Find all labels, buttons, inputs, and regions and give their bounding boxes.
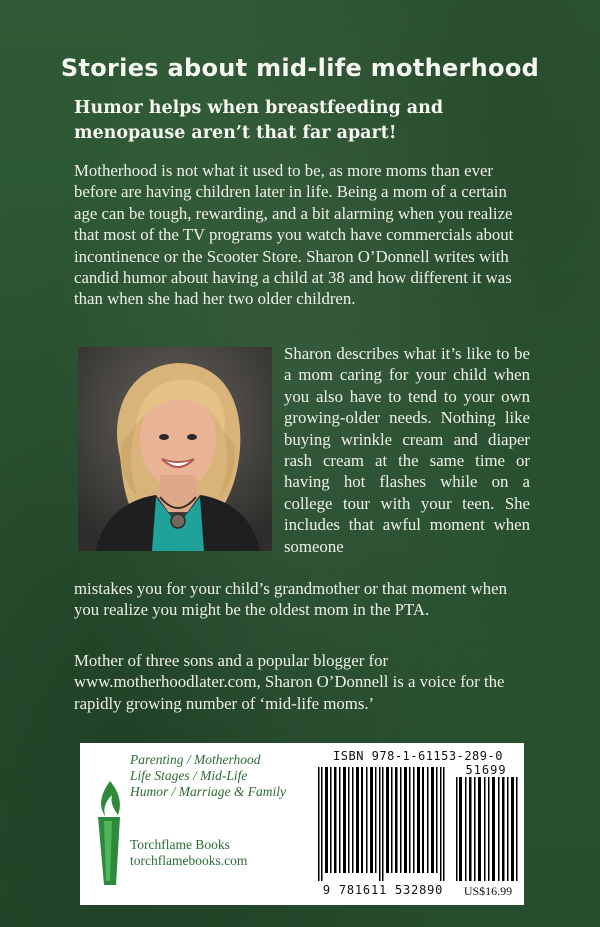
ean-barcode-icon [316, 767, 446, 881]
barcode-digits: 9 781611 532890 [310, 883, 456, 897]
author-bio-paragraph: Mother of three sons and a popular blogger for www.motherhoodlater.com, Sharon O’Donnell is a voice for the rapidly growing number of ‘mid-life moms.’ [74, 651, 505, 713]
category-list [130, 752, 320, 800]
publisher-barcode-panel [80, 743, 524, 905]
author-photo [78, 347, 272, 551]
category-3: Humor / Marriage & Family [130, 784, 286, 799]
description-paragraph-2: Sharon describes what it’s like to be a mom caring for your child when you also have to tend to your own growing-older needs. Nothing like buying wrinkle cream and diaper rash cream at the same time or having hot flashes while on a college tour with your teen. She includes that awful moment when someone [284, 344, 530, 556]
description-paragraph-2-continued: mistakes you for your child’s grandmother or that moment when you realize you might be the oldest mom in the PTA. [74, 579, 507, 620]
description-paragraph-1: Motherhood is not what it used to be, as more moms than ever before are having children later in life. Being a mom of a certain age can be tough, rewarding, and a bit alarming when you realize that most of the TV programs you watch have commercials about incontinence or the Scooter Store. Sharon O’Donnell writes with candid humor about having a child at 38 and how different it was than when she had her two older children. [74, 161, 514, 309]
category-1: Parenting / Motherhood [130, 752, 261, 767]
publisher-info [130, 837, 320, 869]
tagline: Humor helps when breastfeeding and menopause aren’t that far apart! [74, 98, 444, 143]
publisher-name: Torchflame Books [130, 837, 230, 852]
publisher-website: torchflamebooks.com [130, 853, 248, 868]
addon-number: 51699 [465, 763, 507, 777]
isbn-label: ISBN 978-1-61153-289-0 [333, 749, 503, 763]
cover-title: Stories about mid-life motherhood [60, 54, 540, 82]
price-addon-barcode-icon [454, 777, 518, 881]
torchflame-logo-icon [94, 781, 124, 885]
category-2: Life Stages / Mid-Life [130, 768, 248, 783]
price-label: US$16.99 [463, 884, 513, 898]
